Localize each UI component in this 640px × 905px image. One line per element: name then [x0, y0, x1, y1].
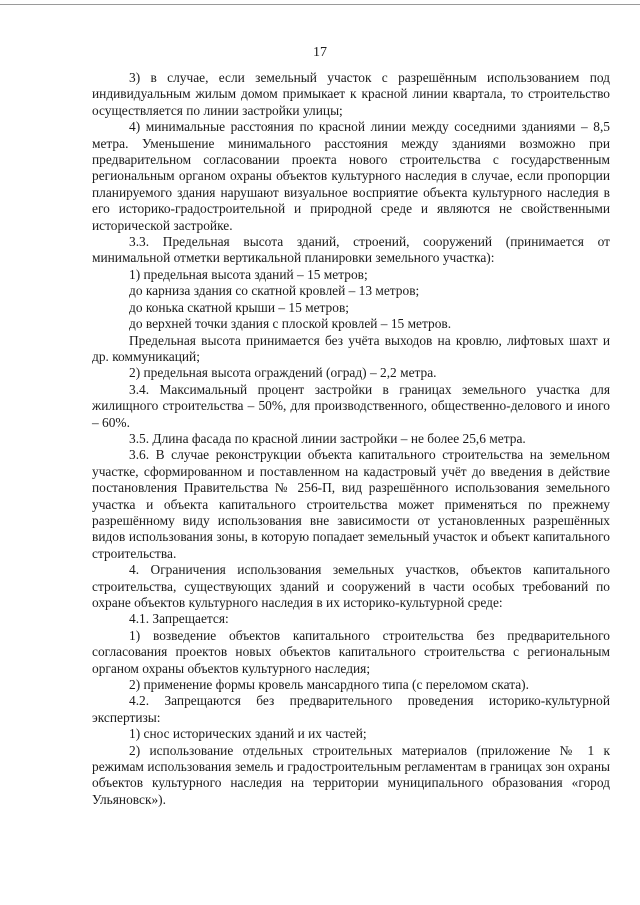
paragraph-3-4-max-coverage: 3.4. Максимальный процент застройки в границах земельного участка для жилищного строительства – 50%, для производственного, общественно-делового и иного – 60%.: [92, 381, 610, 430]
paragraph-height-ridge: до конька скатной крыши – 15 метров;: [129, 299, 349, 315]
page-number: 17: [313, 45, 327, 60]
paragraph-4-2-item-2: 2) использование отдельных строительных материалов (приложение № 1 к режимам использования земель и градостроительным регламентам в границах зон охраны объектов культурного наследия на территории муниципального образования «город Ульяновск»).: [92, 742, 610, 807]
paragraph-fence-height: 2) предельная высота ограждений (оград) – 2,2 метра.: [129, 365, 437, 381]
paragraph-height-flat-roof: до верхней точки здания с плоской кровлей – 15 метров.: [129, 316, 452, 332]
paragraph-4-restrictions: 4. Ограничения использования земельных участков, объектов капитального строительства, существующих зданий и сооружений в части особых требований по охране объектов культурного наследия в их историко-культурной среде:: [92, 562, 610, 610]
paragraph-3-building-line: 3) в случае, если земельный участок с разрешённым использованием под индивидуальным жилым домом примыкает к красной линии квартала, то строительство осуществляется по линии застройки улицы;: [92, 70, 610, 118]
paragraph-height-eaves: до карниза здания со скатной кровлей – 13 метров;: [129, 283, 420, 299]
paragraph-3-3-max-height: 3.3. Предельная высота зданий, строений, сооружений (принимается от минимальной отметки вертикальной планировки земельного участка):: [92, 234, 610, 266]
paragraph-height-exclusions: Предельная высота принимается без учёта выходов на кровлю, лифтовых шахт и др. коммуникаций;: [92, 332, 610, 364]
paragraph-3-5-facade-length: 3.5. Длина фасада по красной линии застройки – не более 25,6 метра.: [129, 430, 526, 446]
paragraph-4-1-item-2: 2) применение формы кровель мансардного типа (с переломом ската).: [129, 677, 529, 693]
paragraph-4-2-expertise: 4.2. Запрещаются без предварительного проведения историко-культурной экспертизы:: [92, 693, 610, 725]
paragraph-3-6-reconstruction: 3.6. В случае реконструкции объекта капитального строительства на земельном участке, сформированном и поставленном на кадастровый учёт до введения в действие постановления Правительства № 256-П, вид разрешённого использования земельного участка и объекта капитального строительства может применяться по прежнему разрешённому виду использования вне зависимости от установленных разрешённых видов использования зоны, в которую попадает земельный участок и объект капитального строительства.: [92, 447, 610, 561]
scan-edge-line: [0, 4, 640, 5]
paragraph-height-buildings: 1) предельная высота зданий – 15 метров;: [129, 266, 368, 282]
document-body: [92, 70, 610, 808]
paragraph-4-2-item-1: 1) снос исторических зданий и их частей;: [129, 726, 367, 742]
paragraph-4-1-prohibited: 4.1. Запрещается:: [129, 611, 229, 627]
paragraph-4-min-distance: 4) минимальные расстояния по красной линии между соседними зданиями – 8,5 метра. Уменьшение минимального расстояния между зданиями возможно при предварительном согласовании проекта нового строительства с государственным региональным органом охраны объектов культурного наследия в случае, если пропорции планируемого здания нарушают визуальное восприятие объекта культурного наследия в его историко-градостроительной и природной среде и являются не свойственными исторической застройке.: [92, 119, 610, 233]
paragraph-4-1-item-1: 1) возведение объектов капитального строительства без предварительного согласования проектов новых объектов капитального строительства с региональным органом охраны объектов культурного наследия;: [92, 627, 610, 676]
